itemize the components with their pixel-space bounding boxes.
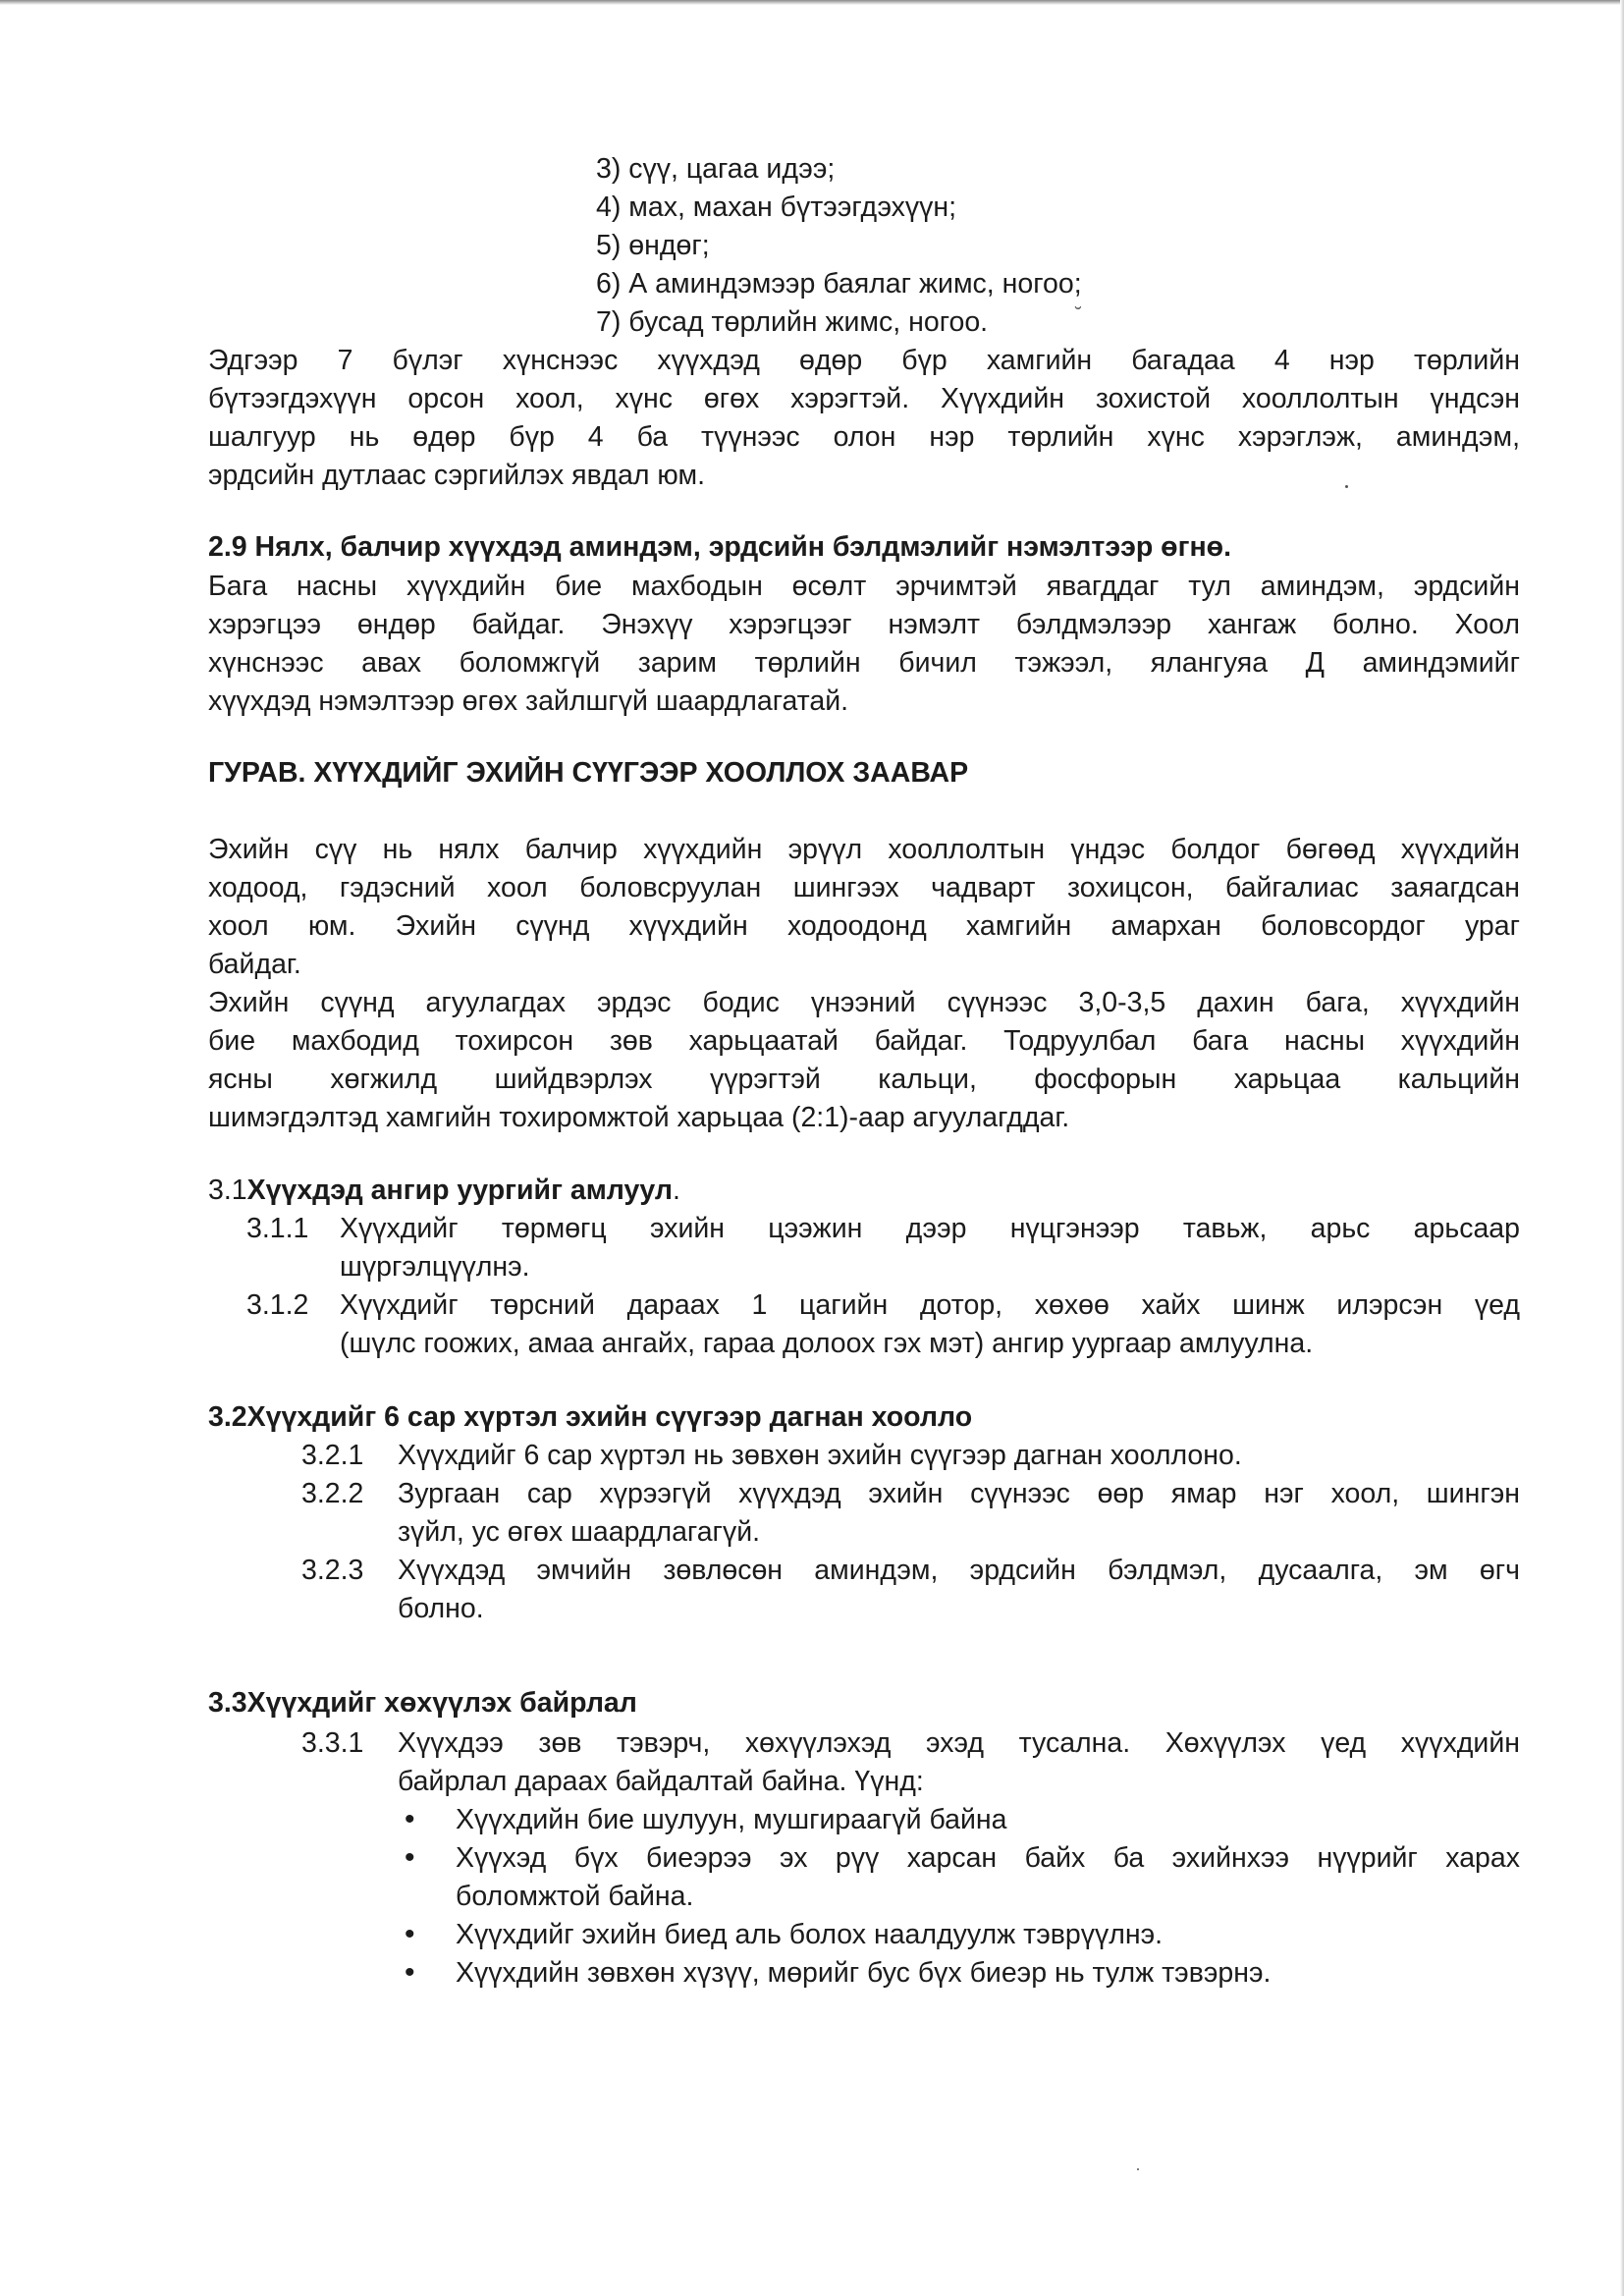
paragraph-line: бие махбодид тохирсон зөв харьцаатай байдаг. Тодруулбал бага насны хүүхдийн [208, 1025, 1520, 1057]
bullet-line: Хүүхдийн зөвхөн хүзүү, мөрийг бус бүх биеэр нь тулж тэвэрнэ. [456, 1957, 1272, 1989]
paragraph-line: эрдсийн дутлаас сэргийлэх явдал юм. [208, 460, 705, 491]
item-line: Хүүхдээ зөв тэвэрч, хөхүүлэхэд эхэд тусална. Хөхүүлэх үед хүүхдийн [398, 1727, 1520, 1759]
item-line: Зургаан сар хүрээгүй хүүхдэд эхийн сүүнээс өөр ямар нэг хоол, шингэн [398, 1478, 1520, 1509]
item-line: Хүүхдийг төрмөгц эхийн цээжин дээр нүцгэнээр тавьж, арьс арьсаар [340, 1213, 1520, 1244]
heading-period: . [672, 1175, 680, 1206]
bullet-line: боломжтой байна. [456, 1881, 694, 1912]
paragraph-line: хүүхдэд нэмэлтээр өгөх зайлшгүй шаардлагатай. [208, 685, 849, 717]
paragraph-line: Эдгээр 7 бүлэг хүнснээс хүүхдэд өдөр бүр хамгийн багадаа 4 нэр төрлийн [208, 345, 1520, 376]
paragraph-line: Эхийн сүүнд агуулагдах эрдэс бодис үнээний сүүнээс 3,0-3,5 дахин бага, хүүхдийн [208, 987, 1520, 1018]
section-number: 3.3 [208, 1687, 247, 1719]
item-number: 3.1.1 [246, 1213, 309, 1244]
paragraph-line: ясны хөгжилд шийдвэрлэх үүрэгтэй кальци, фосфорын харьцаа кальцийн [208, 1064, 1520, 1095]
section-heading: 2.9 Нялх, балчир хүүхдэд аминдэм, эрдсийн бэлдмэлийг нэмэлтээр өгнө. [208, 531, 1231, 563]
paragraph-line: байдаг. [208, 949, 301, 980]
paragraph-line: Бага насны хүүхдийн бие махбодын өсөлт эрчимтэй явагддаг тул аминдэм, эрдсийн [208, 571, 1520, 602]
paragraph-line: Эхийн сүү нь нялх балчир хүүхдийн эрүүл хооллолтын үндэс болдог бөгөөд хүүхдийн [208, 834, 1520, 865]
bullet-marker: • [405, 1841, 415, 1874]
item-line: болно. [398, 1593, 484, 1624]
list-item: 5) өндөг; [596, 230, 710, 261]
item-line: (шүлс гоожих, амаа ангайх, гараа долоох гэх мэт) ангир уургаар амлуулна. [340, 1328, 1314, 1359]
paragraph-line: ходоод, гэдэсний хоол боловсруулан шингээх чадварт зохицсон, байгалиас заяагдсан [208, 872, 1520, 903]
list-item: 6) А аминдэмээр баялаг жимс, ногоо; [596, 268, 1082, 300]
bullet-line: Хүүхдийг эхийн биед аль болох наалдуулж тэврүүлнэ. [456, 1919, 1164, 1950]
bullet-marker: • [405, 1956, 415, 1989]
item-line: Хүүхдийг 6 сар хүртэл нь зөвхөн эхийн сүүгээр дагнан хооллоно. [398, 1440, 1242, 1471]
scan-edge-top [0, 0, 1624, 5]
item-number: 3.3.1 [301, 1727, 364, 1759]
section-title: Хүүхдэд ангир уургийг амлуул [246, 1175, 673, 1206]
scan-speck [1345, 485, 1348, 488]
paragraph-line: бүтээгдэхүүн орсон хоол, хүнс өгөх хэрэгтэй. Хүүхдийн зохистой хооллолтын үндсэн [208, 383, 1520, 414]
bullet-line: Хүүхэд бүх биеэрээ эх рүү харсан байх ба эхийнхээ нүүрийг харах [456, 1842, 1520, 1874]
section-heading [208, 1172, 680, 1209]
item-line: байрлал дараах байдалтай байна. Үүнд: [398, 1766, 924, 1797]
item-number: 3.1.2 [246, 1289, 309, 1321]
stray-mark: ˘ [1075, 304, 1082, 326]
item-number: 3.2.3 [301, 1555, 364, 1586]
section-heading [208, 1684, 637, 1722]
scan-edge-right [1620, 0, 1624, 2296]
paragraph-line: шимэгдэлтэд хамгийн тохиромжтой харьцаа (2:1)-аар агуулагддаг. [208, 1102, 1070, 1133]
section-title: Хүүхдийг 6 сар хүртэл эхийн сүүгээр дагнан хоолло [246, 1401, 973, 1433]
item-number: 3.2.2 [301, 1478, 364, 1509]
section-number: 3.1 [208, 1175, 247, 1206]
paragraph-line: хүнснээс авах боломжгүй зарим төрлийн бичил тэжээл, ялангуяа Д аминдэмийг [208, 647, 1520, 679]
bullet-marker: • [405, 1918, 415, 1950]
item-number: 3.2.1 [301, 1440, 364, 1471]
paragraph-line: шалгуур нь өдөр бүр 4 ба түүнээс олон нэр төрлийн хүнс хэрэглэж, аминдэм, [208, 421, 1520, 453]
list-item: 4) мах, махан бүтээгдэхүүн; [596, 191, 957, 223]
bullet-marker: • [405, 1803, 415, 1835]
item-line: Хүүхдийг төрсний дараах 1 цагийн дотор, хөхөө хайх шинж илэрсэн үед [340, 1289, 1520, 1321]
item-line: шүргэлцүүлнэ. [340, 1251, 530, 1283]
chapter-heading: ГУРАВ. ХҮҮХДИЙГ ЭХИЙН СҮҮГЭЭР ХООЛЛОХ ЗААВАР [208, 757, 969, 789]
section-number: 3.2 [208, 1401, 247, 1433]
list-item: 3) сүү, цагаа идээ; [596, 153, 836, 185]
scan-speck [1137, 2168, 1139, 2170]
list-item: 7) бусад төрлийн жимс, ногоо. [596, 306, 989, 338]
paragraph-line: хэрэгцээ өндөр байдаг. Энэхүү хэрэгцээг нэмэлт бэлдмэлээр хангаж болно. Хоол [208, 609, 1520, 640]
bullet-line: Хүүхдийн бие шулуун, мушгираагүй байна [456, 1804, 1007, 1835]
section-title: Хүүхдийг хөхүүлэх байрлал [246, 1687, 637, 1719]
item-line: зүйл, ус өгөх шаардлагагүй. [398, 1516, 761, 1548]
item-line: Хүүхдэд эмчийн зөвлөсөн аминдэм, эрдсийн бэлдмэл, дусаалга, эм өгч [398, 1555, 1520, 1586]
section-heading [208, 1398, 972, 1436]
paragraph-line: хоол юм. Эхийн сүүнд хүүхдийн ходоодонд хамгийн амархан боловсордог ураг [208, 910, 1520, 942]
